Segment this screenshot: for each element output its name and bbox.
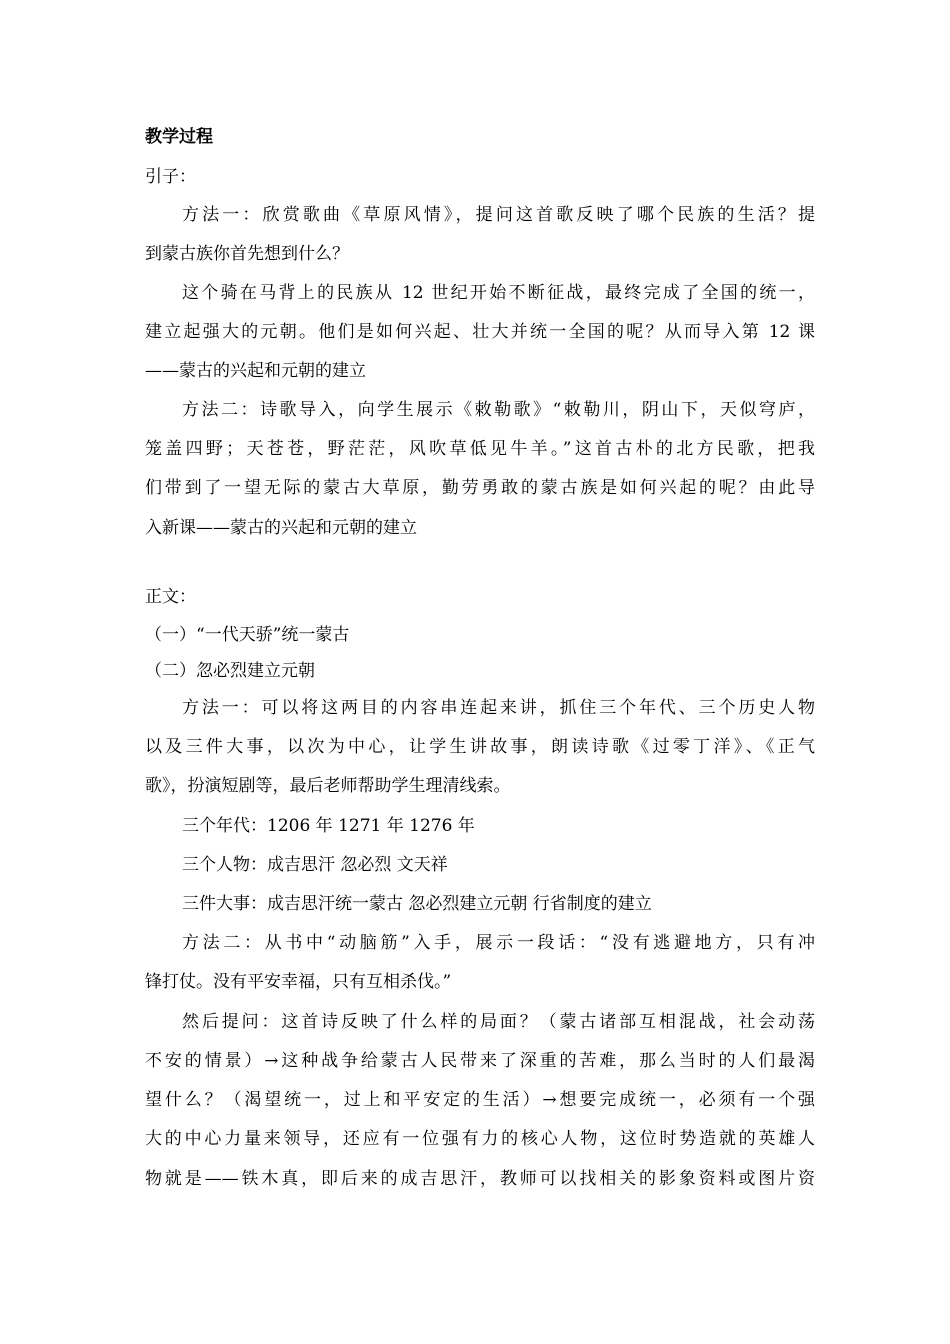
section-heading: 教学过程 bbox=[145, 127, 213, 147]
body-followup-line-1: 然后提问：这首诗反映了什么样的局面？（蒙古诸部互相混战，社会动荡 bbox=[182, 1012, 815, 1032]
intro-method1-line-2: 到蒙古族你首先想到什么？ bbox=[145, 244, 349, 264]
body-followup-line-2: 不安的情景）→这种战争给蒙古人民带来了深重的苦难，那么当时的人们最渴 bbox=[145, 1051, 815, 1071]
body-method2-line-1: 方法二：从书中“动脑筋”入手，展示一段话：“没有逃避地方，只有冲 bbox=[182, 933, 815, 953]
body-followup-line-4: 大的中心力量来领导，还应有一位强有力的核心人物，这位时势造就的英雄人 bbox=[145, 1129, 815, 1149]
body-method1-line-3: 歌》，扮演短剧等，最后老师帮助学生理清线索。 bbox=[145, 776, 511, 796]
body-section-1: （一）“一代天骄”统一蒙古 bbox=[145, 625, 350, 645]
three-years-line: 三个年代：1206 年 1271 年 1276 年 bbox=[182, 816, 475, 836]
body-label: 正文： bbox=[145, 587, 196, 607]
intro-transition-line-3: ——蒙古的兴起和元朝的建立 bbox=[145, 361, 366, 381]
three-events-line: 三件大事：成吉思汗统一蒙古 忽必烈建立元朝 行省制度的建立 bbox=[182, 894, 652, 914]
three-people-line: 三个人物：成吉思汗 忽必烈 文天祥 bbox=[182, 855, 448, 875]
body-method1-line-1: 方法一：可以将这两目的内容串连起来讲，抓住三个年代、三个历史人物 bbox=[182, 698, 815, 718]
intro-label: 引子： bbox=[145, 167, 196, 187]
body-followup-line-3: 望什么？（渴望统一，过上和平安定的生活）→想要完成统一，必须有一个强 bbox=[145, 1090, 815, 1110]
intro-method2-line-4: 入新课——蒙古的兴起和元朝的建立 bbox=[145, 518, 417, 538]
intro-method2-line-2: 笼盖四野；天苍苍，野茫茫，风吹草低见牛羊。”这首古朴的北方民歌，把我 bbox=[145, 439, 815, 459]
intro-method2-line-1: 方法二：诗歌导入，向学生展示《敕勒歌》“敕勒川，阴山下，天似穹庐， bbox=[182, 400, 815, 420]
intro-method1-line-1: 方法一：欣赏歌曲《草原风情》，提问这首歌反映了哪个民族的生活？提 bbox=[182, 205, 815, 225]
intro-method2-line-3: 们带到了一望无际的蒙古大草原，勤劳勇敢的蒙古族是如何兴起的呢？由此导 bbox=[145, 478, 815, 498]
body-section-2: （二）忽必烈建立元朝 bbox=[145, 661, 315, 681]
body-followup-line-5: 物就是——铁木真，即后来的成吉思汗，教师可以找相关的影象资料或图片资 bbox=[145, 1169, 815, 1189]
intro-transition-line-1: 这个骑在马背上的民族从 12 世纪开始不断征战，最终完成了全国的统一， bbox=[182, 283, 815, 303]
body-method2-line-2: 锋打仗。没有平安幸福，只有互相杀伐。” bbox=[145, 972, 452, 992]
body-method1-line-2: 以及三件大事，以次为中心，让学生讲故事，朗读诗歌《过零丁洋》、《正气 bbox=[145, 737, 815, 757]
intro-transition-line-2: 建立起强大的元朝。他们是如何兴起、壮大并统一全国的呢？从而导入第 12 课 bbox=[145, 322, 815, 342]
